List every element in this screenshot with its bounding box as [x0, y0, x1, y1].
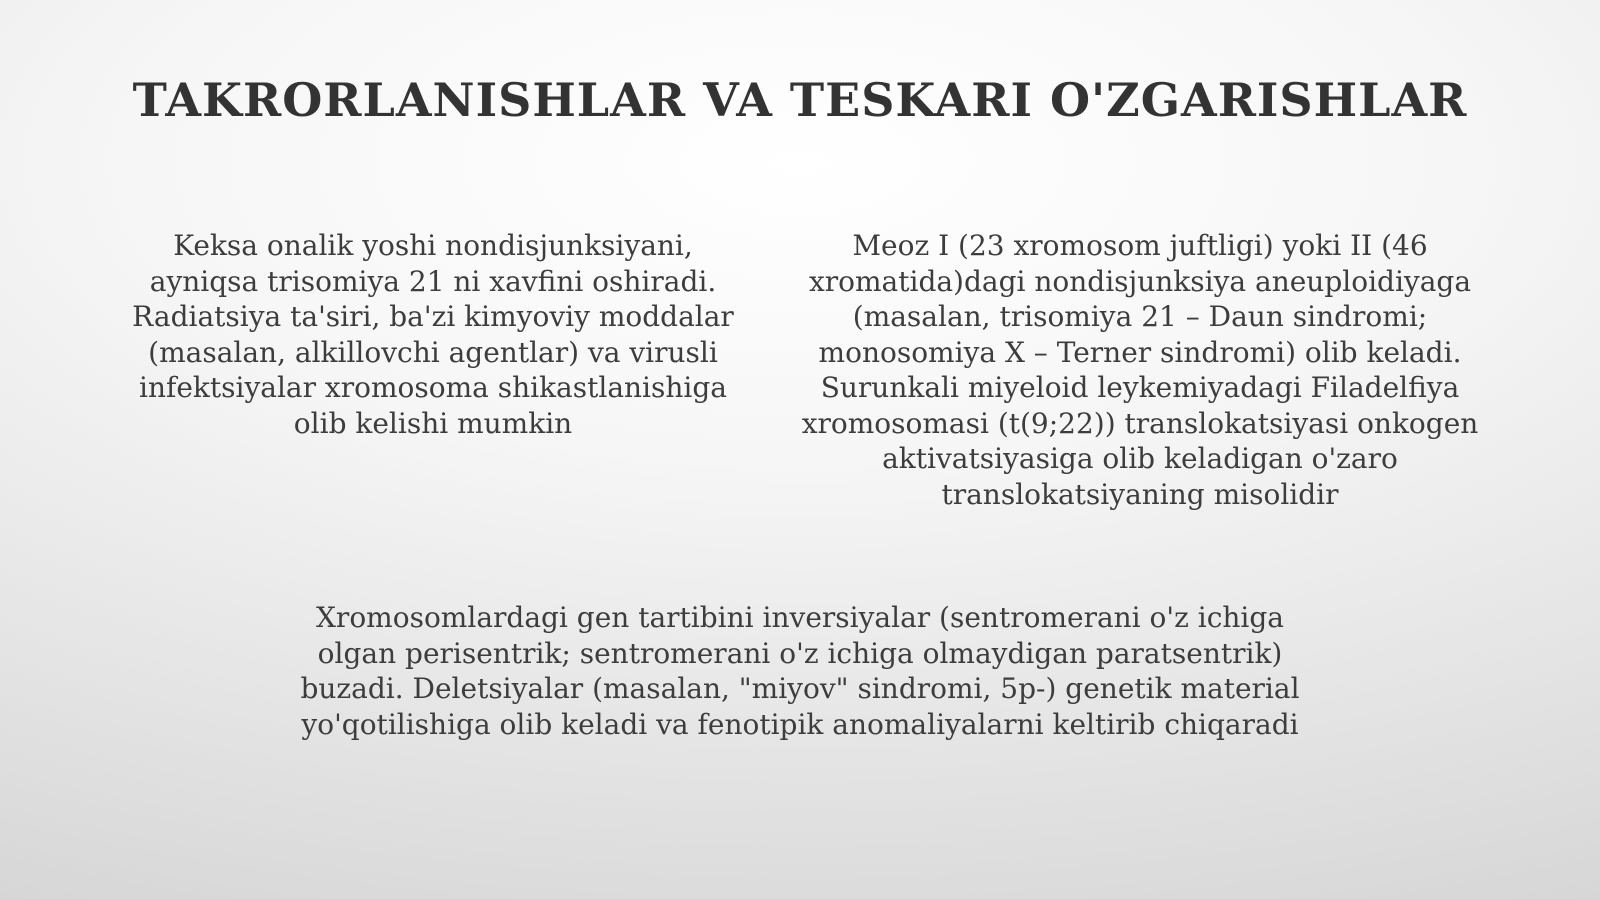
right-text-line: translokatsiyaning misolidir — [941, 477, 1339, 511]
bottom-text-line: buzadi. Deletsiyalar (masalan, "miyov" sindromi, 5p-) genetik material — [300, 672, 1300, 705]
left-text-line: olib kelishi mumkin — [293, 406, 573, 440]
left-text-line: Keksa onalik yoshi nondisjunksiyani, — [173, 229, 693, 262]
left-text-block — [118, 228, 748, 441]
bottom-text-line: olgan perisentrik; sentromerani o'z ichiga olmaydigan paratsentrik) — [317, 636, 1283, 670]
right-text-line: xromosomasi (t(9;22)) translokatsiyasi onkogen — [801, 406, 1479, 440]
right-text-line: monosomiya X – Terner sindromi) olib keladi. — [818, 335, 1462, 369]
right-text-line: Surunkali miyeloid leykemiyadagi Filadelfiya — [820, 371, 1460, 404]
slide-title: TAKRORLANISHLAR VA TESKARI O'ZGARISHLAR — [132, 73, 1468, 127]
left-text-line: ayniqsa trisomiya 21 ni xavfini oshiradi. — [149, 264, 717, 298]
right-text-line: Meoz I (23 xromosom juftligi) yoki II (46 — [852, 229, 1428, 262]
bottom-text-block — [280, 600, 1320, 742]
right-text-block — [790, 228, 1490, 512]
left-text-line: infektsiyalar xromosoma shikastlanishiga — [139, 371, 727, 404]
right-text-line: xromatida)dagi nondisjunksiya aneuploidiyaga — [808, 264, 1472, 298]
left-text-line: Radiatsiya ta'siri, ba'zi kimyoviy moddalar — [132, 300, 734, 333]
left-text-line: (masalan, alkillovchi agentlar) va virusli — [148, 335, 718, 369]
right-text-line: (masalan, trisomiya 21 – Daun sindromi; — [852, 300, 1428, 333]
right-text-line: aktivatsiyasiga olib keladigan o'zaro — [882, 442, 1398, 475]
bottom-text-line: yo'qotilishiga olib keladi va fenotipik anomaliyalarni keltirib chiqaradi — [301, 707, 1299, 741]
bottom-text-line: Xromosomlardagi gen tartibini inversiyalar (sentromerani o'z ichiga — [316, 601, 1284, 634]
